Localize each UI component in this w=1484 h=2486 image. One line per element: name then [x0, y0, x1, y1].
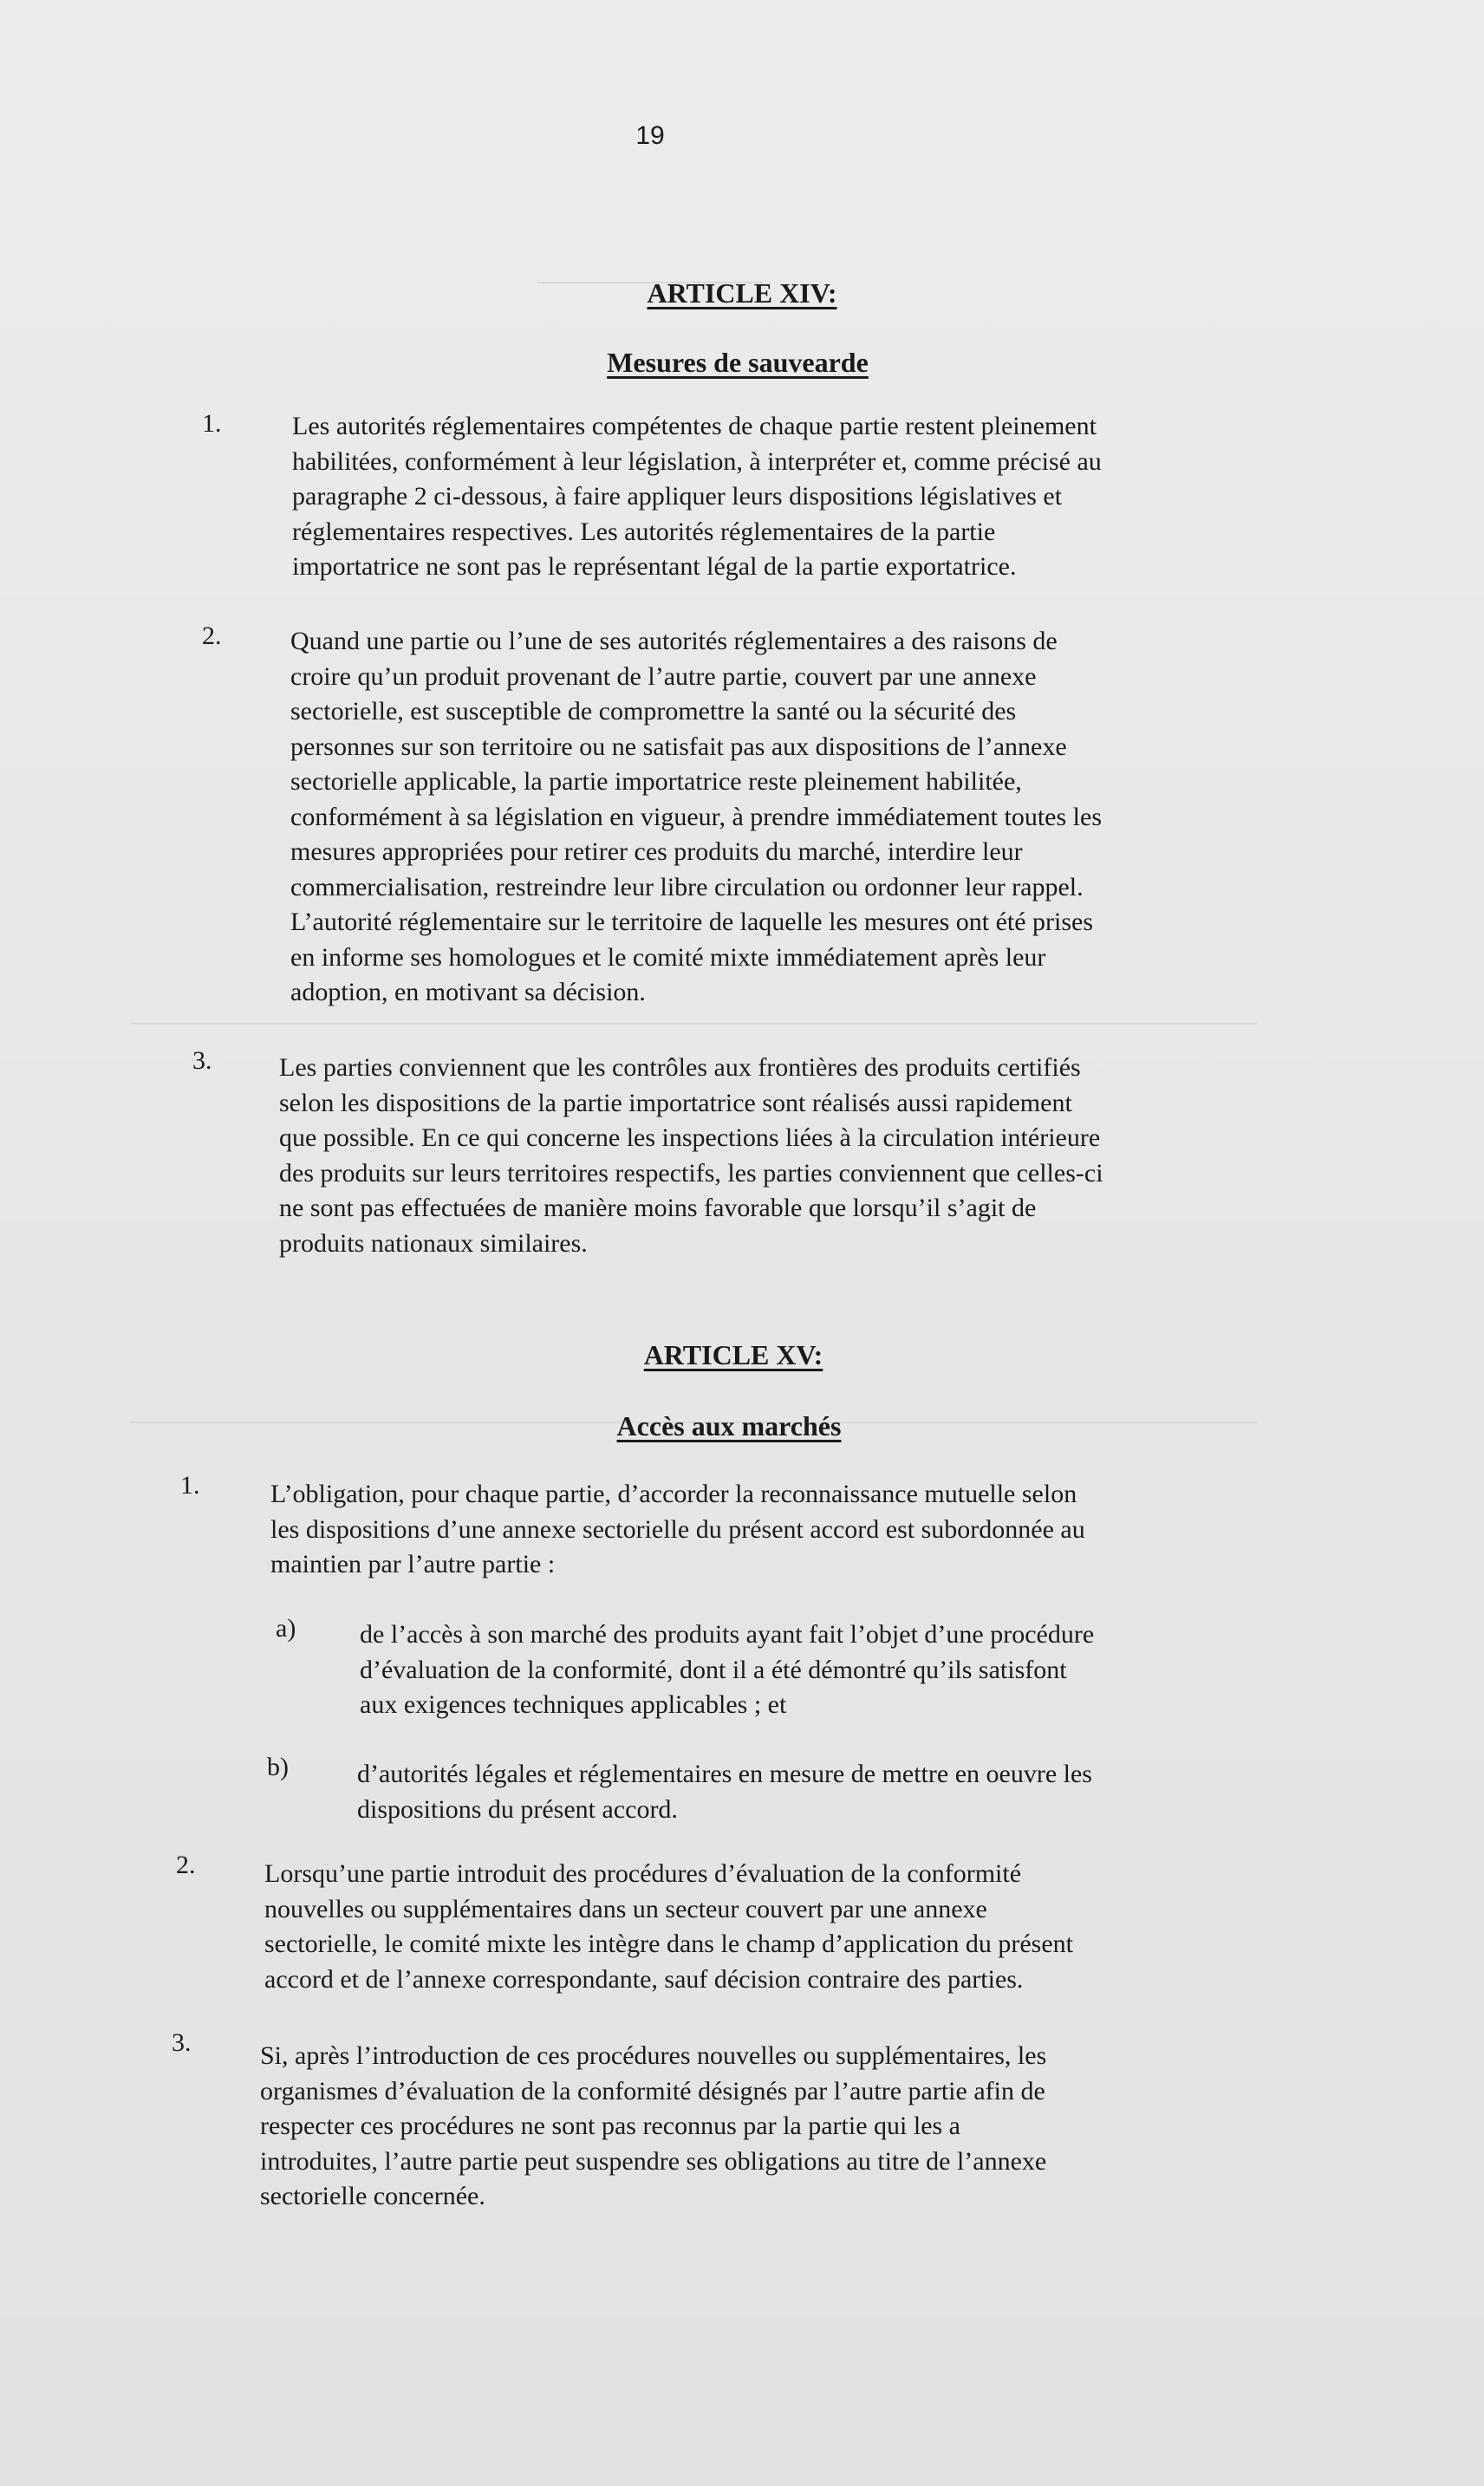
sub-item-label: b) [267, 1753, 289, 1781]
text-line: personnes sur son territoire ou ne satisfait pas aux dispositions de l’annexe [290, 732, 1067, 761]
paragraph-number: 2. [176, 1851, 196, 1879]
article-15-item-a [360, 1617, 1261, 1723]
text-line: introduites, l’autre partie peut suspendre ses obligations au titre de l’annexe [260, 2146, 1047, 2176]
paragraph-number: 2. [202, 622, 222, 650]
text-line: Si, après l’introduction de ces procédures nouvelles ou supplémentaires, les [260, 2041, 1047, 2070]
text-line: dispositions du présent accord. [357, 1794, 678, 1824]
article-15-paragraph-3 [260, 2039, 1266, 2215]
paragraph-number: 1. [180, 1471, 200, 1500]
text-line: des produits sur leurs territoires respectifs, les parties conviennent que celles-ci [279, 1158, 1103, 1188]
text-line: de l’accès à son marché des produits ayant fait l’objet d’une procédure [360, 1620, 1095, 1649]
text-line: maintien par l’autre partie : [270, 1550, 556, 1578]
text-line: sectorielle, est susceptible de compromettre la santé ou la sécurité des [290, 697, 1017, 726]
text-line: Les parties conviennent que les contrôles aux frontières des produits certifiés [279, 1053, 1081, 1082]
text-line: en informe ses homologues et le comité mixte immédiatement après leur [290, 942, 1046, 972]
article-14-paragraph-2 [290, 624, 1287, 1011]
text-line: nouvelles ou supplémentaires dans un secteur couvert par une annexe [264, 1894, 987, 1923]
text-line: adoption, en motivant sa décision. [290, 978, 646, 1006]
text-line: sectorielle applicable, la partie importatrice reste pleinement habilitée, [290, 767, 1022, 796]
article-14-title: ARTICLE XIV: [647, 277, 837, 309]
article-15-item-b [357, 1757, 1259, 1827]
paragraph-number: 1. [202, 409, 222, 438]
paragraph-number: 3. [192, 1046, 212, 1075]
text-line: réglementaires respectives. Les autorités réglementaires de la partie [292, 517, 996, 546]
text-line: Les autorités réglementaires compétentes de chaque partie restent pleinement [292, 412, 1097, 440]
text-line: conformément à sa législation en vigueur, à prendre immédiatement toutes les [290, 802, 1102, 831]
article-15-paragraph-2 [264, 1857, 1270, 1997]
text-line: Lorsqu’une partie introduit des procédures d’évaluation de la conformité [264, 1859, 1022, 1888]
article-14-paragraph-3 [279, 1051, 1285, 1261]
text-line: aux exigences techniques applicables ; et [360, 1690, 787, 1719]
text-line: L’obligation, pour chaque partie, d’accorder la reconnaissance mutuelle selon [270, 1480, 1077, 1508]
sub-item-label: a) [276, 1614, 296, 1643]
text-line: L’autorité réglementaire sur le territoire de laquelle les mesures ont été prises [290, 908, 1094, 936]
text-line: les dispositions d’une annexe sectorielle du présent accord est subordonnée au [270, 1514, 1085, 1544]
article-15-paragraph-1 [270, 1477, 1276, 1583]
text-line: croire qu’un produit provenant de l’autre partie, couvert par une annexe [290, 661, 1037, 691]
text-line: ne sont pas effectuées de manière moins favorable que lorsqu’il s’agit de [279, 1194, 1037, 1222]
text-line: d’autorités légales et réglementaires en mesure de mettre en oeuvre les [357, 1760, 1092, 1788]
text-line: sectorielle, le comité mixte les intègre dans le champ d’application du présent [264, 1930, 1074, 1958]
text-line: Quand une partie ou l’une de ses autorités réglementaires a des raisons de [290, 627, 1058, 655]
text-line: respecter ces procédures ne sont pas reconnus par la partie qui les a [260, 2112, 960, 2140]
article-14-subtitle: Mesures de sauvearde [607, 347, 869, 378]
text-line: commercialisation, restreindre leur libre circulation ou ordonner leur rappel. [290, 872, 1084, 901]
article-14-subheading [0, 347, 1480, 379]
text-line: organismes d’évaluation de la conformité désignés par l’autre partie afin de [260, 2076, 1045, 2105]
text-line: produits nationaux similaires. [279, 1228, 588, 1258]
article-15-heading [0, 1339, 1475, 1371]
text-line: habilitées, conformément à leur législation, à interpréter et, comme précisé au [292, 446, 1102, 476]
article-14-paragraph-1 [292, 409, 1280, 585]
text-line: importatrice ne sont pas le représentant légal de la partie exportatrice. [292, 552, 1017, 581]
text-line: d’évaluation de la conformité, dont il a été démontré qu’ils satisfont [360, 1655, 1067, 1684]
article-14-heading [0, 277, 1484, 309]
paragraph-number: 3. [172, 2028, 192, 2057]
text-line: paragraphe 2 ci-dessous, à faire appliquer leurs dispositions législatives et [292, 482, 1063, 511]
text-line: sectorielle concernée. [260, 2182, 485, 2210]
text-line: que possible. En ce qui concerne les inspections liées à la circulation intérieure [279, 1123, 1101, 1152]
text-line: selon les dispositions de la partie importatrice sont réalisés aussi rapidement [279, 1088, 1072, 1117]
text-line: mesures appropriées pour retirer ces produits du marché, interdire leur [290, 837, 1023, 866]
article-15-subheading [0, 1410, 1471, 1442]
bleed-through-artifact [130, 1023, 1257, 1030]
article-15-title: ARTICLE XV: [643, 1339, 823, 1370]
text-line: accord et de l’annexe correspondante, sauf décision contraire des parties. [264, 1964, 1024, 1994]
page-number: 19 [635, 121, 665, 150]
article-15-subtitle: Accès aux marchés [616, 1410, 842, 1441]
